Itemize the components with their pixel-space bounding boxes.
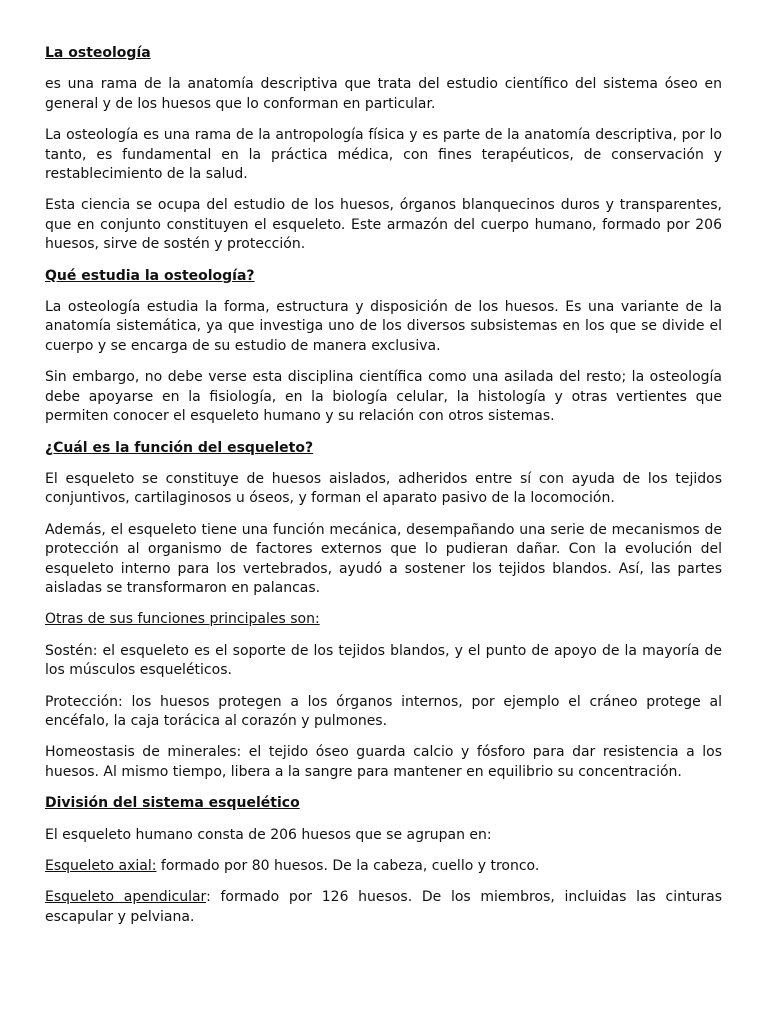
label-esqueleto-axial: Esqueleto axial: bbox=[45, 858, 157, 874]
heading-funcion-esqueleto: ¿Cuál es la función del esqueleto? bbox=[45, 439, 314, 456]
text-esqueleto-axial: formado por 80 huesos. De la cabeza, cuello y tronco. bbox=[156, 858, 540, 874]
paragraph-esqueleto-axial bbox=[45, 857, 722, 876]
heading-division: División del sistema esquelético bbox=[45, 795, 300, 812]
heading-osteologia: La osteología bbox=[45, 45, 151, 61]
subheading-otras-funciones: Otras de sus funciones principales son: bbox=[45, 611, 320, 628]
paragraph-homeostasis: Homeostasis de minerales: el tejido óseo guarda calcio y fósforo para dar resistencia a los huesos. Al mismo tiempo, libera a la sangre para mantener en equilibrio su concentración. bbox=[45, 744, 722, 780]
paragraph-ciencia: Esta ciencia se ocupa del estudio de los huesos, órganos blanquecinos duros y transparentes, que en conjunto constituyen el esqueleto. Este armazón del cuerpo humano, formado por 206 huesos, sirve de sostén y protección. bbox=[45, 197, 722, 253]
paragraph-constituye: El esqueleto se constituye de huesos aislados, adheridos entre sí con ayuda de los tejidos conjuntivos, cartilaginosos u óseos, y forman el aparato pasivo de la locomoción. bbox=[45, 470, 722, 507]
paragraph-funcion-mecanica: Además, el esqueleto tiene una función mecánica, desempañando una serie de mecanismos de protección al organismo de factores externos que lo pudieran dañar. Con la evolución del esqueleto interno para los vertebrados, ayudó a sostener los tejidos blandos. Así, las partes aisladas se transformaron en palancas. bbox=[45, 521, 722, 596]
heading-que-estudia: Qué estudia la osteología? bbox=[45, 267, 255, 284]
paragraph-antropologia: La osteología es una rama de la antropología física y es parte de la anatomía descriptiva, por lo tanto, es fundamental en la práctica médica, con fines terapéuticos, de conservación y restablecimiento de la salud. bbox=[45, 127, 722, 183]
paragraph-esqueleto-apendicular bbox=[45, 888, 722, 927]
text-esqueleto-apendicular: : formado por 126 huesos. De los miembros, incluidas las cinturas escapular y pelviana. bbox=[45, 889, 722, 925]
paragraph-estudia: La osteología estudia la forma, estructura y disposición de los huesos. Es una variante de la anatomía sistemática, ya que investiga uno de los diversos subsistemas en los que se divide el cuerpo y se encarga de su estudio de manera exclusiva. bbox=[45, 299, 722, 354]
paragraph-sosten: Sostén: el esqueleto es el soporte de los tejidos blandos, y el punto de apoyo de la mayoría de los músculos esqueléticos. bbox=[45, 642, 722, 679]
paragraph-proteccion: Protección: los huesos protegen a los órganos internos, por ejemplo el cráneo protege al encéfalo, la caja torácica al corazón y pulmones. bbox=[45, 693, 722, 729]
label-esqueleto-apendicular: Esqueleto apendicular bbox=[45, 889, 207, 906]
paragraph-definition: es una rama de la anatomía descriptiva que trata del estudio científico del sistema óseo en general y de los huesos que lo conforman en particular. bbox=[45, 76, 722, 112]
paragraph-consta: El esqueleto humano consta de 206 huesos que se agrupan en: bbox=[45, 826, 492, 843]
paragraph-sin-embargo: Sin embargo, no debe verse esta disciplina científica como una asilada del resto; la osteología debe apoyarse en la fisiología, en la biología celular, la histología y otras vertientes que permiten conocer el esqueleto humano y su relación con otros sistemas. bbox=[45, 369, 722, 425]
document-page bbox=[45, 44, 722, 939]
